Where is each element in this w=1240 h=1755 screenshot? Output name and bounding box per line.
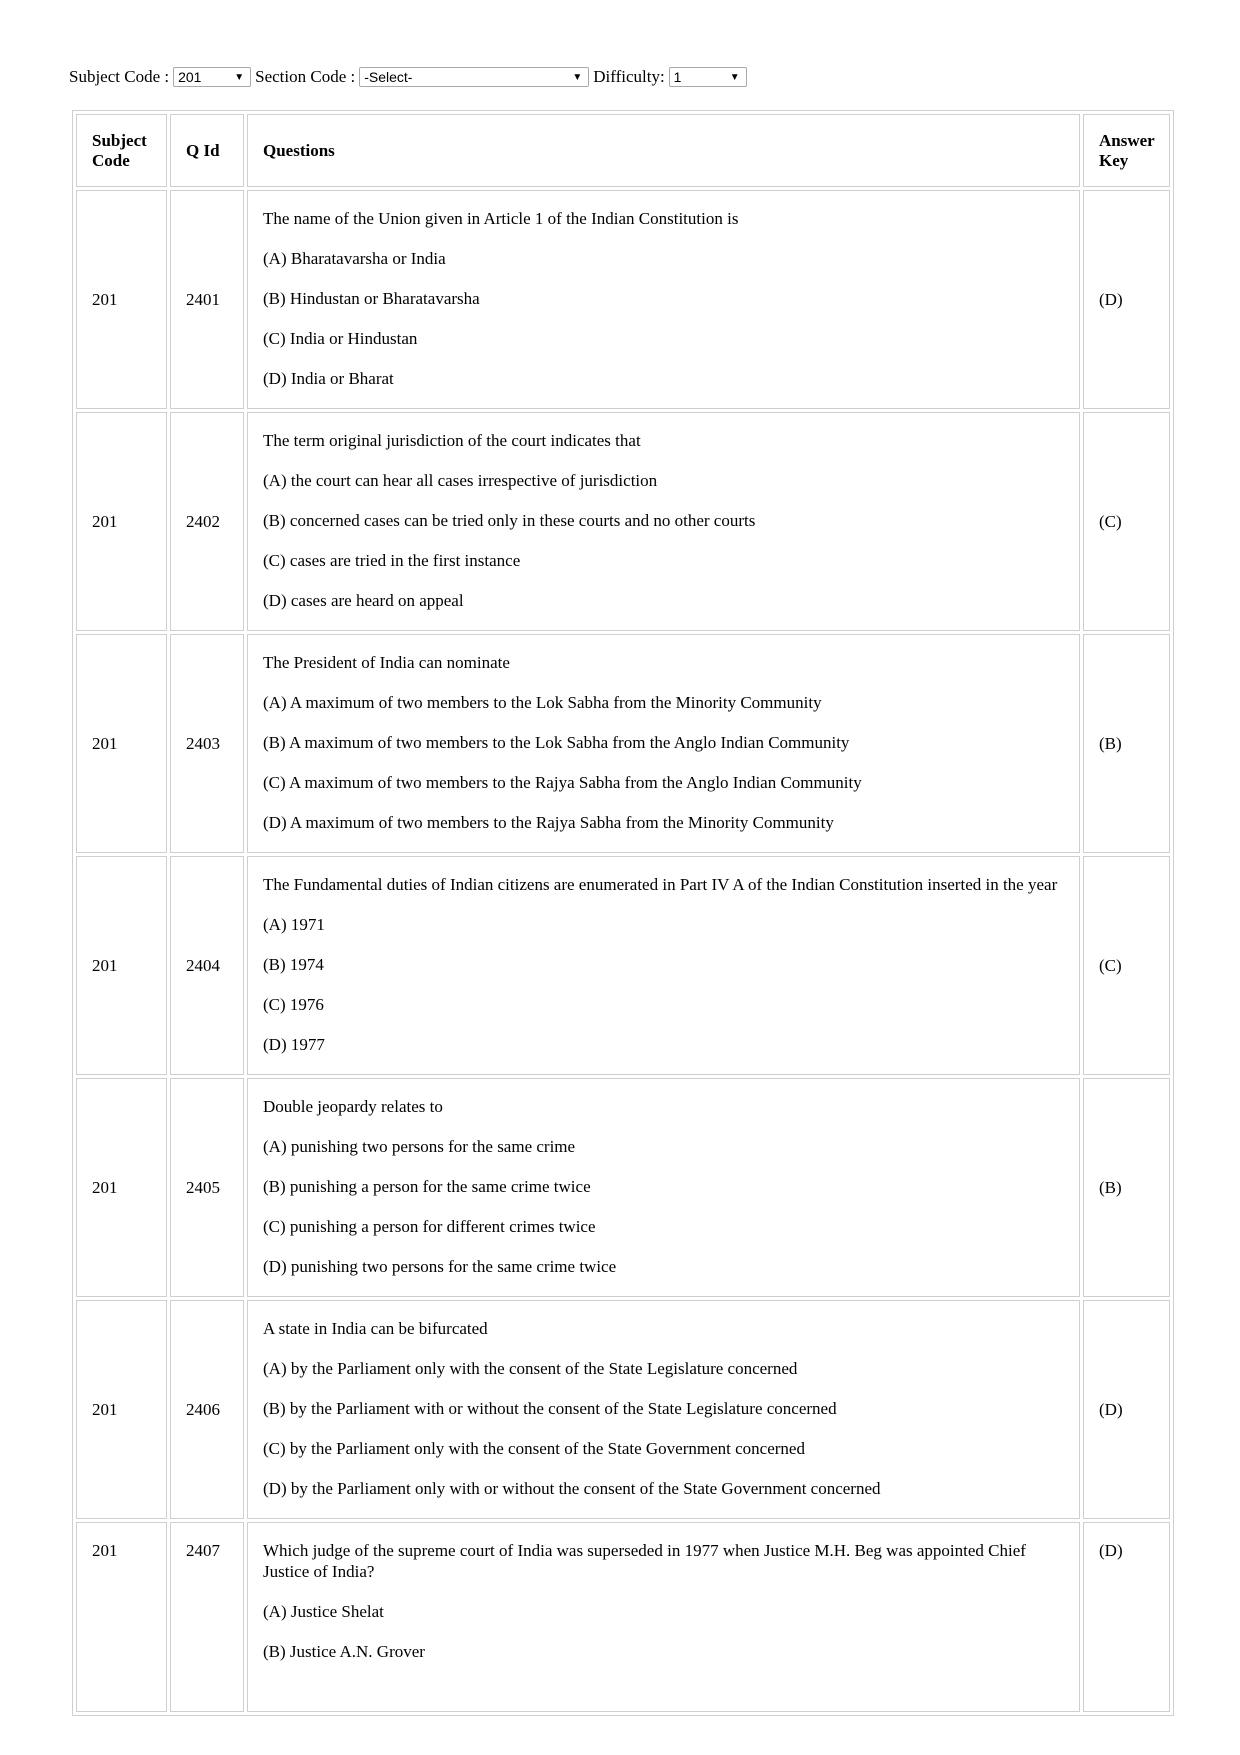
chevron-down-icon: ▼ (729, 71, 740, 83)
section-code-select[interactable] (359, 67, 589, 87)
table-row (76, 1078, 1170, 1297)
table-row (76, 1522, 1170, 1712)
question-option: (D) India or Bharat (263, 369, 394, 388)
answer-key-cell: (C) (1083, 412, 1170, 631)
table-row (76, 190, 1170, 409)
header-questions: Questions (247, 114, 1080, 187)
answer-key-cell: (B) (1083, 634, 1170, 853)
questions-table (72, 110, 1174, 1716)
answer-key-cell: (D) (1083, 190, 1170, 409)
subject-code-value: 201 (178, 69, 202, 85)
answer-key-cell: (D) (1083, 1522, 1170, 1712)
q-id-cell: 2406 (170, 1300, 244, 1519)
question-option: (B) Justice A.N. Grover (263, 1642, 425, 1661)
question-cell (247, 856, 1080, 1075)
question-text: Which judge of the supreme court of India was superseded in 1977 when Justice M.H. Beg was appointed Chief Justice of India? (263, 1541, 1026, 1581)
subject-code-label: Subject Code : (69, 67, 170, 86)
question-option: (A) the court can hear all cases irrespective of jurisdiction (263, 471, 658, 490)
question-cell (247, 1522, 1080, 1712)
subject-code-cell: 201 (76, 190, 167, 409)
question-option: (A) 1971 (263, 915, 325, 934)
answer-key-cell: (B) (1083, 1078, 1170, 1297)
question-text: The name of the Union given in Article 1 of the Indian Constitution is (263, 209, 739, 228)
question-text: Double jeopardy relates to (263, 1097, 443, 1116)
subject-code-cell: 201 (76, 1522, 167, 1712)
subject-code-cell: 201 (76, 1078, 167, 1297)
question-option: (D) punishing two persons for the same crime twice (263, 1257, 617, 1276)
subject-code-select[interactable] (173, 67, 251, 87)
question-option: (B) concerned cases can be tried only in these courts and no other courts (263, 511, 756, 530)
question-option: (D) cases are heard on appeal (263, 591, 464, 610)
question-option: (D) by the Parliament only with or without the consent of the State Government concerned (263, 1479, 881, 1498)
question-option: (C) India or Hindustan (263, 329, 418, 348)
subject-code-cell: 201 (76, 634, 167, 853)
difficulty-label: Difficulty: (593, 67, 665, 86)
question-text: The President of India can nominate (263, 653, 510, 672)
question-option: (A) Justice Shelat (263, 1602, 384, 1621)
difficulty-value: 1 (673, 69, 682, 85)
filter-bar (69, 67, 751, 87)
chevron-down-icon: ▼ (234, 71, 245, 83)
question-option: (B) 1974 (263, 955, 324, 974)
q-id-cell: 2402 (170, 412, 244, 631)
question-option: (D) A maximum of two members to the Rajya Sabha from the Minority Community (263, 813, 834, 832)
question-option: (C) punishing a person for different crimes twice (263, 1217, 596, 1236)
q-id-cell: 2404 (170, 856, 244, 1075)
question-option: (B) A maximum of two members to the Lok Sabha from the Anglo Indian Community (263, 733, 850, 752)
q-id-cell: 2403 (170, 634, 244, 853)
table-header-row (76, 114, 1170, 187)
subject-code-cell: 201 (76, 1300, 167, 1519)
questions-table-container (72, 110, 1174, 1716)
question-option: (B) by the Parliament with or without the consent of the State Legislature concerned (263, 1399, 837, 1418)
difficulty-select[interactable] (669, 67, 747, 87)
question-cell (247, 412, 1080, 631)
question-cell (247, 634, 1080, 853)
subject-code-cell: 201 (76, 856, 167, 1075)
table-row (76, 856, 1170, 1075)
table-row (76, 412, 1170, 631)
q-id-cell: 2407 (170, 1522, 244, 1712)
question-option: (B) Hindustan or Bharatavarsha (263, 289, 480, 308)
question-option: (A) A maximum of two members to the Lok Sabha from the Minority Community (263, 693, 822, 712)
answer-key-cell: (C) (1083, 856, 1170, 1075)
question-option: (B) punishing a person for the same crime twice (263, 1177, 591, 1196)
subject-code-cell: 201 (76, 412, 167, 631)
section-code-label: Section Code : (255, 67, 356, 86)
question-option: (A) by the Parliament only with the consent of the State Legislature concerned (263, 1359, 798, 1378)
question-option: (D) 1977 (263, 1035, 325, 1054)
question-text: The Fundamental duties of Indian citizens are enumerated in Part IV A of the Indian Constitution inserted in the year (263, 875, 1058, 894)
question-option: (C) 1976 (263, 995, 324, 1014)
section-code-value: -Select- (364, 69, 413, 85)
q-id-cell: 2405 (170, 1078, 244, 1297)
question-cell (247, 190, 1080, 409)
question-cell (247, 1078, 1080, 1297)
header-answer-key: Answer Key (1083, 114, 1170, 187)
question-option: (A) Bharatavarsha or India (263, 249, 446, 268)
chevron-down-icon: ▼ (572, 71, 583, 83)
answer-key-cell: (D) (1083, 1300, 1170, 1519)
question-text: A state in India can be bifurcated (263, 1319, 488, 1338)
table-row (76, 1300, 1170, 1519)
question-cell (247, 1300, 1080, 1519)
question-option: (C) by the Parliament only with the consent of the State Government concerned (263, 1439, 805, 1458)
question-option: (C) A maximum of two members to the Rajya Sabha from the Anglo Indian Community (263, 773, 862, 792)
question-option: (A) punishing two persons for the same crime (263, 1137, 576, 1156)
header-subject-code: Subject Code (76, 114, 167, 187)
q-id-cell: 2401 (170, 190, 244, 409)
header-q-id: Q Id (170, 114, 244, 187)
question-text: The term original jurisdiction of the court indicates that (263, 431, 641, 450)
question-option: (C) cases are tried in the first instance (263, 551, 521, 570)
table-row (76, 634, 1170, 853)
